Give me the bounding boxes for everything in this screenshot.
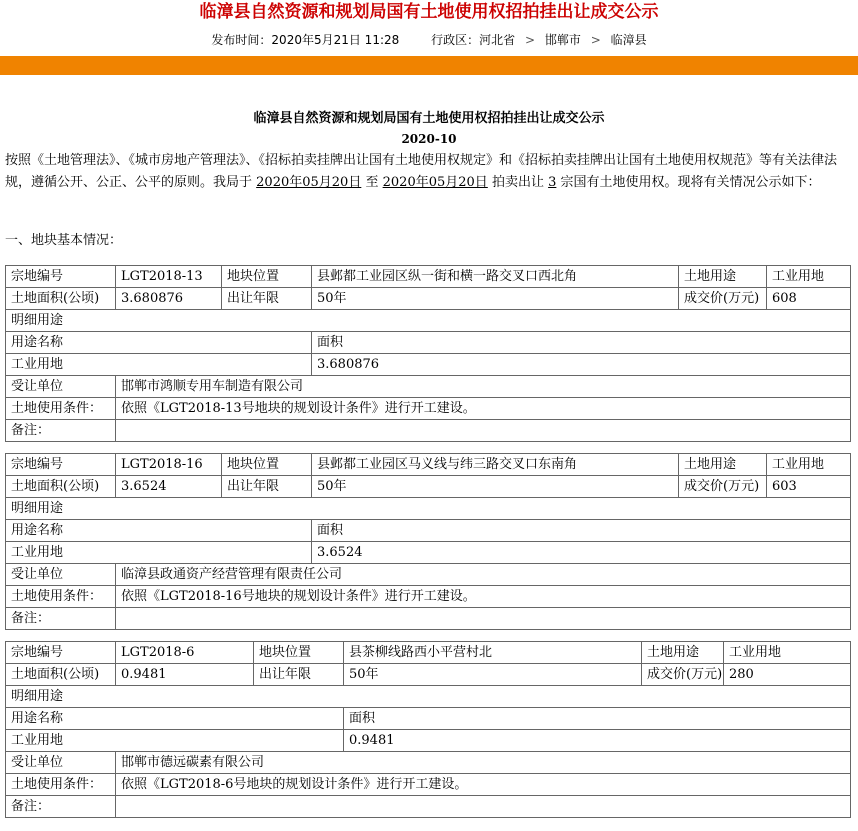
label-cell: 用途名称	[6, 708, 344, 730]
table-row	[6, 686, 851, 708]
label-cell: 成交价(万元)	[679, 288, 767, 310]
parcel-id: LGT2018-16	[116, 454, 222, 476]
label-cell: 用途名称	[6, 520, 312, 542]
label-cell: 土地用途	[679, 266, 767, 288]
label-cell: 明细用途	[6, 310, 851, 332]
table-row	[6, 266, 851, 288]
label-cell: 土地使用条件：	[6, 774, 116, 796]
date-from: 2020年05月20日	[256, 175, 362, 190]
label-cell: 土地使用条件：	[6, 586, 116, 608]
table-row	[6, 376, 851, 398]
parcel-area: 0.9481	[116, 664, 254, 686]
parcel-transferee: 邯郸市鸿顺专用车制造有限公司	[116, 376, 851, 398]
label-cell: 面积	[344, 708, 851, 730]
label-cell: 宗地编号	[6, 454, 116, 476]
table-row	[6, 520, 851, 542]
label-cell: 出让年限	[222, 476, 312, 498]
parcel-remarks	[116, 420, 851, 442]
publish-meta	[0, 32, 858, 48]
table-row	[6, 354, 851, 376]
parcel-location: 县茶柳线路西小平营村北	[344, 642, 642, 664]
detail-area: 0.9481	[344, 730, 851, 752]
section-heading: 一、地块基本情况：	[5, 233, 123, 248]
parcel-land-use: 工业用地	[724, 642, 851, 664]
date-to: 2020年05月20日	[382, 175, 488, 190]
label-cell: 受让单位	[6, 564, 116, 586]
table-row	[6, 608, 851, 630]
page-title: 临漳县自然资源和规划局国有土地使用权招拍挂出让成交公示	[199, 2, 659, 22]
table-row	[6, 288, 851, 310]
parcel-price: 603	[767, 476, 851, 498]
label-cell: 土地面积(公顷)	[6, 288, 116, 310]
table-row	[6, 476, 851, 498]
table-row	[6, 398, 851, 420]
parcel-term: 50年	[344, 664, 642, 686]
parcel-conditions: 依照《LGT2018-6号地块的规划设计条件》进行开工建设。	[116, 774, 851, 796]
region-city[interactable]: 邯郸市	[544, 33, 581, 47]
parcel-table	[5, 641, 851, 818]
label-cell: 土地用途	[679, 454, 767, 476]
parcel-id: LGT2018-13	[116, 266, 222, 288]
parcel-table	[5, 453, 851, 630]
parcel-term: 50年	[312, 476, 679, 498]
label-cell: 土地面积(公顷)	[6, 476, 116, 498]
parcel-transferee: 临漳县政通资产经营管理有限责任公司	[116, 564, 851, 586]
table-row	[6, 310, 851, 332]
label-cell: 宗地编号	[6, 642, 116, 664]
table-row	[6, 586, 851, 608]
label-cell: 明细用途	[6, 498, 851, 520]
parcel-count: 3	[548, 175, 557, 190]
region-label: 行政区：	[431, 33, 480, 47]
publish-time: 2020年5月21日 11:28	[271, 33, 400, 47]
table-row	[6, 774, 851, 796]
parcel-price: 608	[767, 288, 851, 310]
label-cell: 出让年限	[254, 664, 344, 686]
detail-use-name: 工业用地	[6, 542, 312, 564]
label-cell: 出让年限	[222, 288, 312, 310]
table-row	[6, 420, 851, 442]
label-cell: 成交价(万元)	[679, 476, 767, 498]
label-cell: 备注：	[6, 420, 116, 442]
label-cell: 受让单位	[6, 376, 116, 398]
label-cell: 地块位置	[222, 454, 312, 476]
parcel-conditions: 依照《LGT2018-16号地块的规划设计条件》进行开工建设。	[116, 586, 851, 608]
parcel-land-use: 工业用地	[767, 454, 851, 476]
table-row	[6, 498, 851, 520]
label-cell: 土地面积(公顷)	[6, 664, 116, 686]
label-cell: 面积	[312, 332, 851, 354]
label-cell: 受让单位	[6, 752, 116, 774]
parcel-area: 3.6524	[116, 476, 222, 498]
parcel-price: 280	[724, 664, 851, 686]
label-cell: 土地用途	[642, 642, 724, 664]
parcel-location: 县邺都工业园区纵一街和横一路交叉口西北角	[312, 266, 679, 288]
table-row	[6, 454, 851, 476]
table-row	[6, 642, 851, 664]
publish-label: 发布时间：	[211, 33, 272, 47]
table-row	[6, 708, 851, 730]
detail-area: 3.680876	[312, 354, 851, 376]
parcel-remarks	[116, 796, 851, 818]
label-cell: 明细用途	[6, 686, 851, 708]
table-row	[6, 730, 851, 752]
region-county[interactable]: 临漳县	[610, 33, 647, 47]
label-cell: 土地使用条件：	[6, 398, 116, 420]
parcel-remarks	[116, 608, 851, 630]
table-row	[6, 564, 851, 586]
detail-area: 3.6524	[312, 542, 851, 564]
region-province[interactable]: 河北省	[479, 33, 516, 47]
label-cell: 用途名称	[6, 332, 312, 354]
notice-intro: 按照《土地管理法》、《城市房地产管理法》、《招标拍卖挂牌出让国有土地使用权规定》和《招标拍卖挂牌出让国有土地使用权规范》等有关法律法规，遵循公开、公正、公平的原则。我局于 2020年05月20日 至 2020年05月20日 拍卖出让 3 宗国有土地使用权。现将有关情况公示如下：	[5, 153, 838, 190]
parcel-table	[5, 265, 851, 442]
parcel-area: 3.680876	[116, 288, 222, 310]
table-row	[6, 796, 851, 818]
parcel-land-use: 工业用地	[767, 266, 851, 288]
detail-use-name: 工业用地	[6, 354, 312, 376]
label-cell: 成交价(万元)	[642, 664, 724, 686]
detail-use-name: 工业用地	[6, 730, 344, 752]
header-divider-bar	[0, 56, 858, 75]
notice-number: 2020-10	[401, 132, 457, 146]
label-cell: 宗地编号	[6, 266, 116, 288]
table-row	[6, 542, 851, 564]
label-cell: 地块位置	[254, 642, 344, 664]
parcel-id: LGT2018-6	[116, 642, 254, 664]
chevron-right-icon: >	[524, 33, 536, 47]
parcel-location: 县邺都工业园区马义线与纬三路交叉口东南角	[312, 454, 679, 476]
table-row	[6, 664, 851, 686]
table-row	[6, 332, 851, 354]
label-cell: 面积	[312, 520, 851, 542]
parcel-transferee: 邯郸市德远碳素有限公司	[116, 752, 851, 774]
label-cell: 备注：	[6, 608, 116, 630]
label-cell: 地块位置	[222, 266, 312, 288]
parcel-term: 50年	[312, 288, 679, 310]
parcel-conditions: 依照《LGT2018-13号地块的规划设计条件》进行开工建设。	[116, 398, 851, 420]
notice-title: 临漳县自然资源和规划局国有土地使用权招拍挂出让成交公示	[253, 111, 605, 126]
table-row	[6, 752, 851, 774]
chevron-right-icon: >	[590, 33, 601, 47]
label-cell: 备注：	[6, 796, 116, 818]
